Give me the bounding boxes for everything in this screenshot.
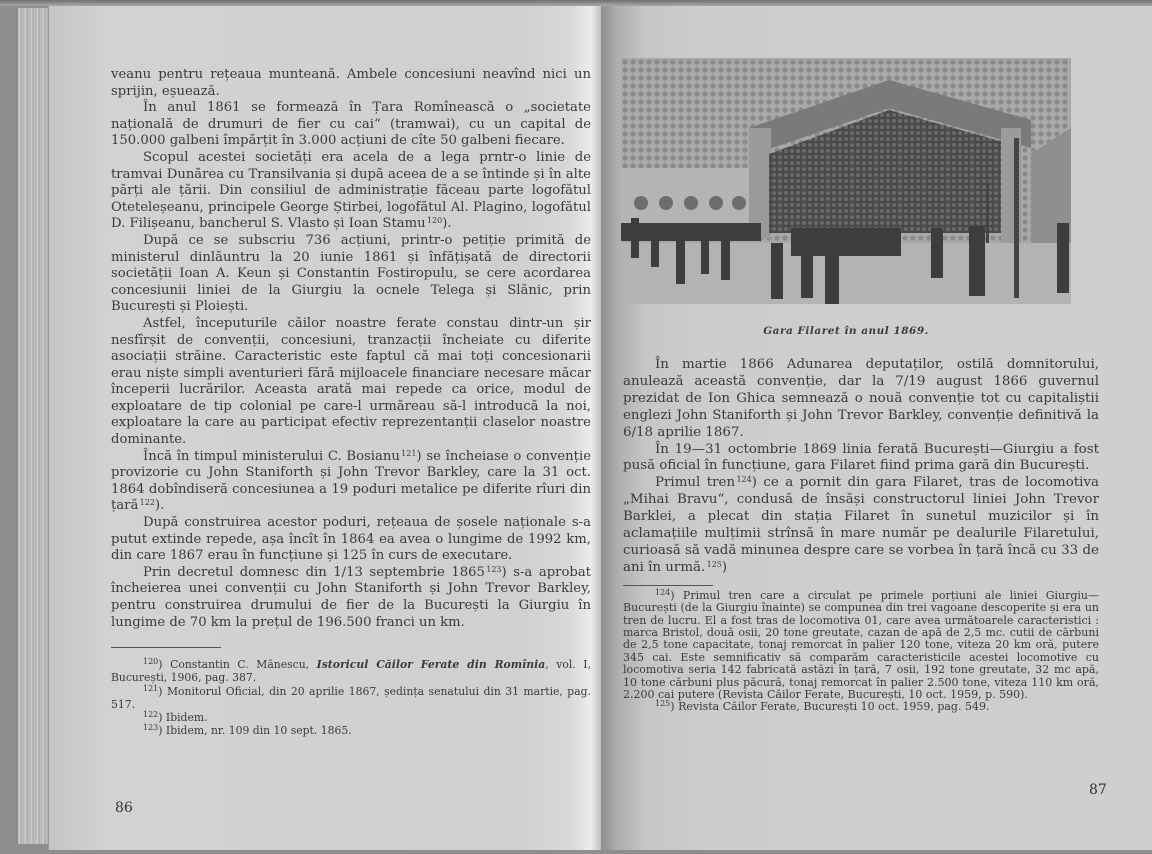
footnote-ref[interactable]: 124 <box>736 475 752 485</box>
footnote <box>623 701 1099 713</box>
footnote <box>111 724 591 737</box>
footnote-text: ) Primul tren care a circulat pe primele porțiuni ale liniei Giurgiu—București (de la Giurgiu înainte) se compunea din trei vagoane descoperite și era un tren de lucru. El a fost tras de locomotiva 01, care avea următoarele caracteristici : marca Bristol, două osii, 20 tone greutate, cazan de apă de 2,5 mc. cutii de cărbuni de 2,5 tone capacitate, tonaj remorcat în palier 120 tone, viteza 20 km oră, putere 345 cai. Este semnificativ să comparăm caracteristicile acestei locomotive cu locomotiva seria 142 fabricată astăzi în țară, 7 osii, 192 tone greutate, 32 mc apă, 10 tone cărbuni plus păcură, tonaj remorcat în palier 2.500 tone, viteza 110 km oră, 2.200 cai putere (Revista Căilor Ferate, București, 10 oct. 1959, p. 590). <box>623 588 1099 702</box>
paragraph: În martie 1866 Adunarea deputaților, ostilă domnitorului, anulează această convenție, dar la 7/19 august 1866 guvernul prezidat de Ion Ghica semnează o nouă convenție tot cu capitaliștii englezi John Staniforth și John Trevor Barkley, convenție definitivă la 6/18 aprilie 1867. <box>623 357 1099 440</box>
paragraph: După ce se subscriu 736 acțiuni, printr-o petiție primită de ministerul dinlăuntru la 20 iunie 1861 și înfățișată de directorii societății Ioan A. Keun și Constantin Fostiropulu, se cere acordarea concesiunii liniei de la Giurgiu la ocnele Telega și Slănic, prin București și Ploiești. <box>111 232 591 315</box>
paragraph: Astfel, începuturile căilor noastre ferate constau dintr-un șir nesfîrșit de convenții, concesiuni, tranzacții încheiate cu diferite asociații străine. Caracteristic este faptul că mai toți concesionarii erau niște simpli aventurieri fără mijloacele financiare necesare măcar începerii lucrărilor. Aceasta arată mai repede ca orice, modul de exploatare de tip colonial pe care-l urmăreau să-l introducă la noi, exploatare la care au participat efectiv reprezentanții claselor noastre dominante. <box>111 315 591 448</box>
station-illustration <box>621 58 1071 304</box>
paragraph <box>623 475 1099 576</box>
paragraph: După construirea acestor poduri, rețeaua de șosele naționale s-a putut extinde repede, așa încît în 1864 ea avea o lungime de 1992 km, din care 1867 erau în funcțiune și 125 în curs de executare. <box>111 515 591 564</box>
paragraph-text: Prin decretul domnesc din 1/13 septembrie 1865 <box>143 564 485 580</box>
paragraph: În 19—31 octombrie 1869 linia ferată București—Giurgiu a fost pusă oficial în funcțiune, gara Filaret fiind prima gară din București. <box>623 441 1099 474</box>
paragraph <box>111 150 591 233</box>
footnote-number: 124 <box>655 587 671 597</box>
top-shadow <box>0 0 1152 6</box>
right-page-body <box>623 357 1099 714</box>
paragraph-text: ). <box>442 216 452 232</box>
footnote-divider <box>623 585 713 586</box>
footnote-ref[interactable]: 125 <box>706 559 722 569</box>
paragraph-text: Scopul acestei societăți era acela de a lega prntr-o linie de tramvai Dunărea cu Transilvania și după aceea de a se întinde și în alte părți ale țării. Din consiliul de administrație făceau parte logofătul Oteteleșeanu, principele George Știrbei, logofătul Al. Plagino, logofătul D. Filișeanu, bancherul S. Vlasto și Ioan Stamu <box>111 149 591 232</box>
footnote-ref[interactable]: 120 <box>426 216 443 226</box>
footnote-number: 125 <box>655 699 671 709</box>
footnote <box>111 658 591 684</box>
paragraph-text: Primul tren <box>655 475 736 491</box>
footnote <box>111 685 591 711</box>
paragraph <box>111 449 591 515</box>
paragraph-text: ) ce a pornit din gara Filaret, tras de locomotiva „Mihai Bravu“, condusă de însăși constructorul liniei John Trevor Barklei, a plecat din stația Filaret în sunetul muzicilor și în aclamațiile mulțimii strînsă în mare număr pe dealurile Filaretului, curioasă să vadă minunea despre care se vorbea în țară încă cu 33 de ani în urmă. <box>623 475 1099 575</box>
paragraph <box>111 565 591 631</box>
footnote-text: ) Monitorul Oficial, din 20 aprilie 1867, ședința senatului din 31 martie, pag. 517. <box>111 684 591 711</box>
footnote-ref[interactable]: 121 <box>401 448 417 458</box>
footnote-number: 122 <box>143 710 159 719</box>
paragraph: veanu pentru rețeaua munteană. Ambele concesiuni neavînd nici un sprijin, eșuează. <box>111 67 591 99</box>
photo-gara-filaret <box>621 58 1071 304</box>
footnote-text: ) Ibidem, nr. 109 din 10 sept. 1865. <box>158 724 352 738</box>
paragraph: În anul 1861 se formează în Țara Romînească o „societate națională de drumuri de fier cu cai“ (tramwai), cu un capital de 150.000 galbeni împărțit în 3.000 acțiuni de cîte 50 galbeni fiecare. <box>111 100 591 149</box>
footnote-number: 123 <box>143 723 159 733</box>
footnote-number: 121 <box>143 683 159 693</box>
footnote-ref[interactable]: 122 <box>139 498 155 508</box>
footnote <box>623 587 1099 702</box>
footnotes <box>111 658 591 737</box>
footnotes <box>623 587 1099 714</box>
footnote-text: ) Revista Căilor Ferate, București 10 oct. 1959, pag. 549. <box>670 700 990 714</box>
page-number: 86 <box>115 800 133 816</box>
footnote-text: ) Constantin C. Mănescu, <box>158 658 317 672</box>
footnote <box>111 711 591 724</box>
paragraph-text: ) <box>721 559 728 575</box>
footnote-text: ) Ibidem. <box>158 711 208 724</box>
footnote-text: , vol. I, București, 1906, pag. 387. <box>111 658 592 685</box>
page-number: 87 <box>1089 782 1107 798</box>
paragraph-text: ) se încheiase o convenție provizorie cu John Staniforth și John Trevor Barkley, care la 31 oct. 1864 dobîndiseră concesiunea a 19 poduri metalice pe diferite rîuri din țară <box>111 448 591 514</box>
footnote-divider <box>111 647 221 648</box>
paragraph-text: ) s-a aprobat încheierea unei convenții cu John Staniforth și John Trevor Barkley, pentru construirea drumului de fier de la București la Giurgiu în lungime de 70 km la prețul de 196.500 franci un km. <box>111 564 591 630</box>
photo-caption: Gara Filaret în anul 1869. <box>763 325 929 337</box>
footnote-ref[interactable]: 123 <box>486 564 502 574</box>
footnote-number: 120 <box>143 657 159 667</box>
footnote-title: Istoricul Căilor Ferate din Romînia <box>316 658 546 672</box>
left-page-body <box>111 67 591 737</box>
left-page <box>48 4 602 850</box>
paragraph-text: ). <box>154 498 165 514</box>
right-page <box>601 4 1152 850</box>
paragraph-text: Încă în timpul ministerului C. Bosianu <box>143 448 400 464</box>
